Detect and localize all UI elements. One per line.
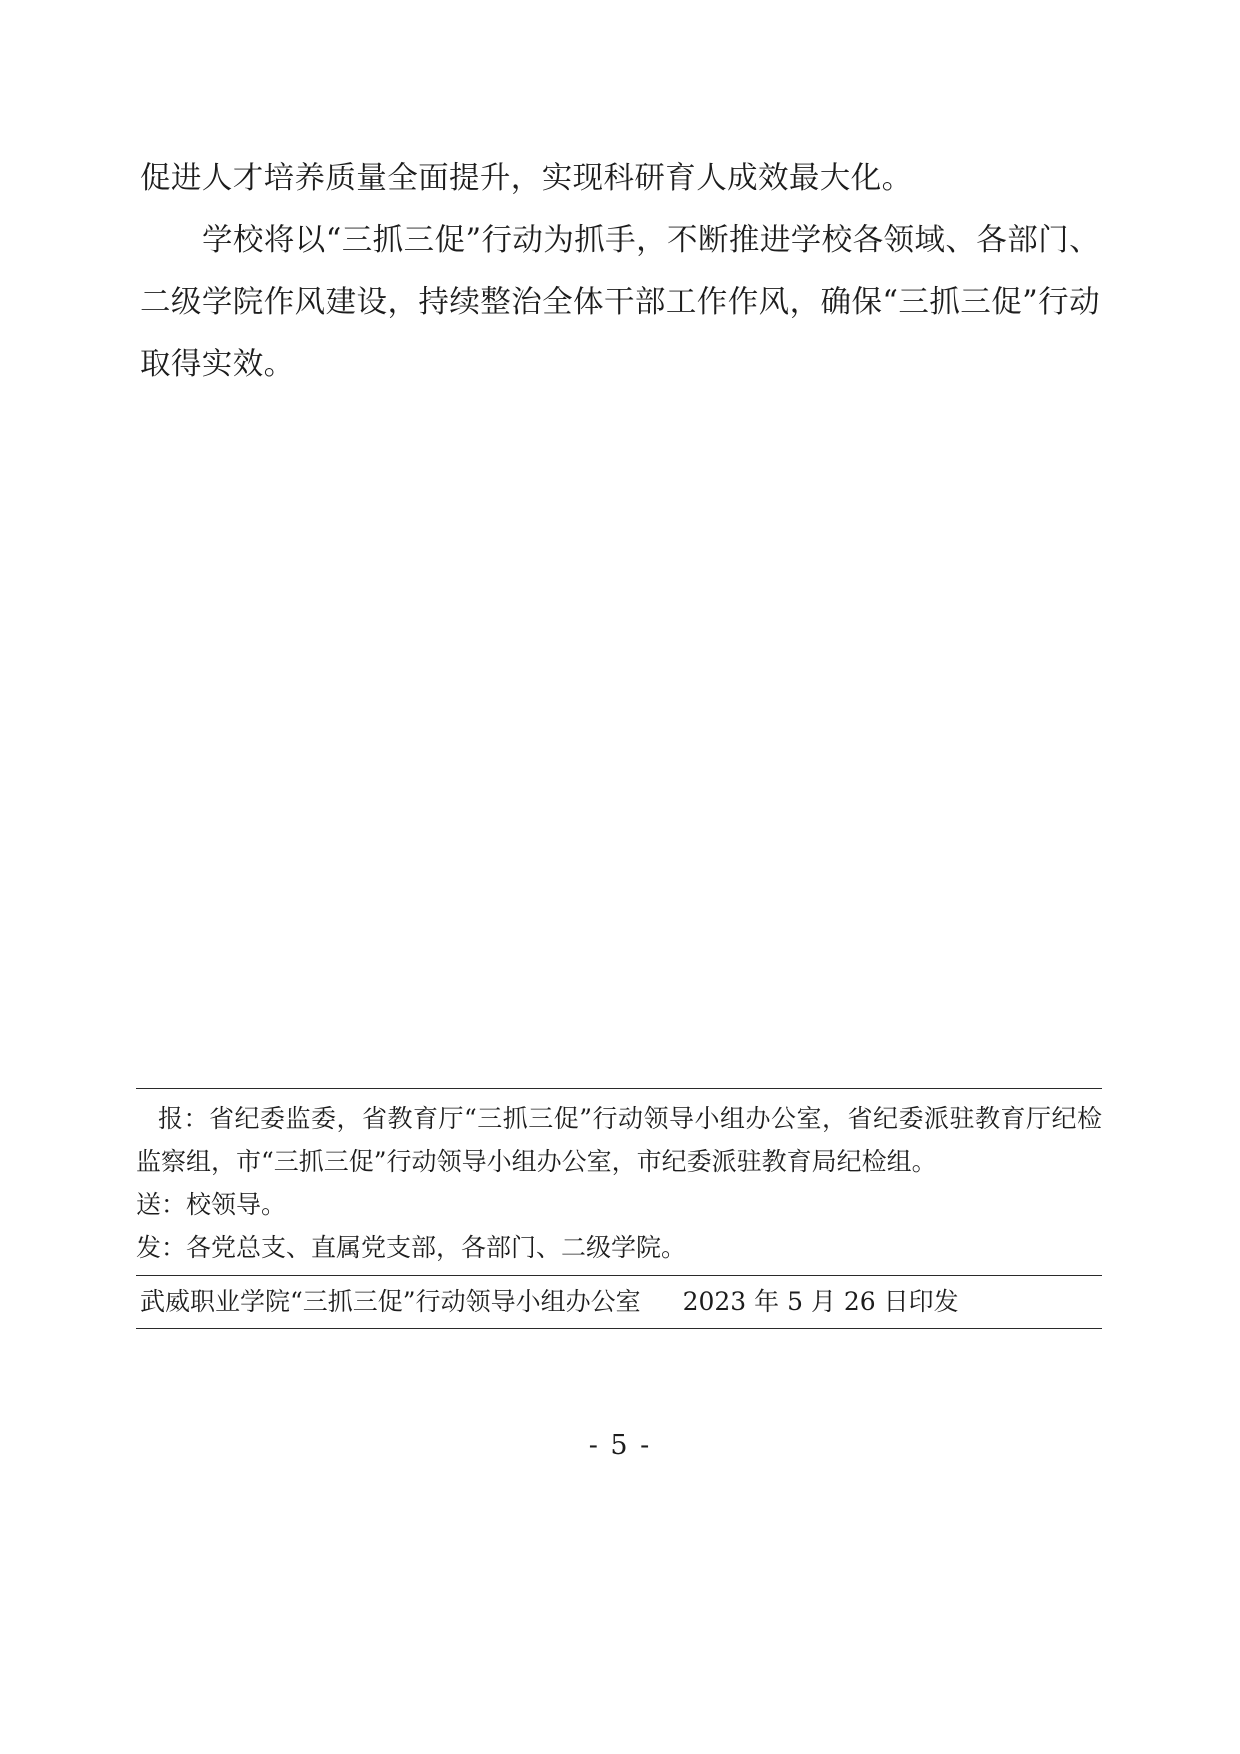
paragraph-1: 促进人才培养质量全面提升，实现科研育人成效最大化。 xyxy=(140,161,913,196)
distribution-row-report xyxy=(136,1097,1102,1183)
printer-office: 武威职业学院“三抓三促”行动领导小组办公室 xyxy=(140,1287,641,1316)
distribution-text-issue: 各党总支、直属党支部，各部门、二级学院。 xyxy=(186,1233,687,1262)
distribution-row-issue xyxy=(136,1226,1102,1269)
printer-date: 2023 年 5 月 26 日印发 xyxy=(682,1287,959,1316)
distribution-label-report: 报： xyxy=(158,1104,209,1133)
distribution-label-issue: 发： xyxy=(136,1233,187,1262)
distribution-list xyxy=(136,1089,1102,1275)
footer-bottom-rule xyxy=(136,1328,1102,1329)
distribution-row-send xyxy=(136,1183,1102,1226)
printer-row xyxy=(136,1276,1102,1328)
document-body xyxy=(140,148,1100,396)
page-number: - 5 - xyxy=(588,1430,652,1461)
distribution-text-report: 省纪委监委，省教育厅“三抓三促”行动领导小组办公室，省纪委派驻教育厅纪检监察组，市“三抓三促”行动领导小组办公室，市纪委派驻教育局纪检组。 xyxy=(136,1104,1102,1176)
distribution-text-send: 校领导。 xyxy=(186,1190,287,1219)
distribution-footer xyxy=(136,1088,1102,1329)
paragraph-2: 学校将以“三抓三促”行动为抓手，不断推进学校各领域、各部门、二级学院作风建设，持续整治全体干部工作作风，确保“三抓三促”行动取得实效。 xyxy=(140,223,1100,382)
distribution-label-send: 送： xyxy=(136,1190,187,1219)
